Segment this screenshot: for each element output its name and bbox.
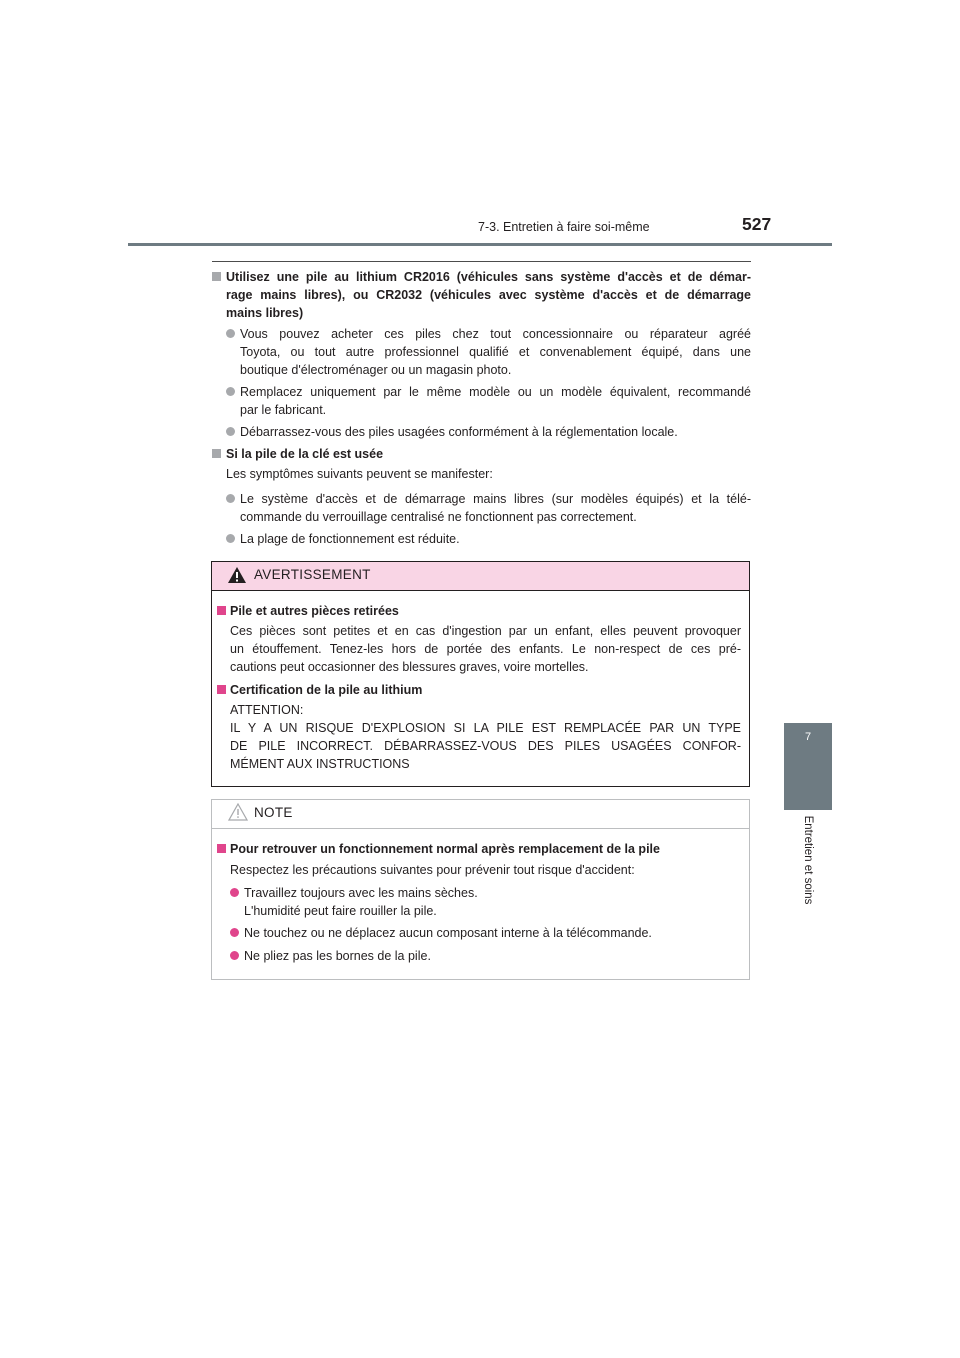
note-header — [212, 800, 749, 829]
note-bullet-3 — [230, 947, 741, 965]
round-bullet-icon — [226, 494, 235, 503]
bullet-text-line: Le système d'accès et de démarrage mains libres (sur modèles équipés) et la télé- — [240, 492, 751, 506]
warning-text-line: DE PILE INCORRECT. DÉBARRASSEZ-VOUS DES PILES USAGÉES CONFOR- — [230, 739, 741, 753]
note-text-line: Ne touchez ou ne déplacez aucun composant interne à la télécommande. — [244, 926, 652, 940]
square-bullet-icon — [217, 844, 226, 853]
bullet-text-line: boutique d'électroménager ou un magasin photo. — [240, 363, 512, 377]
bullet-symptom-1 — [226, 490, 751, 526]
round-bullet-icon — [226, 387, 235, 396]
bullet-replace — [226, 383, 751, 419]
warning-text-line: ATTENTION: — [230, 703, 304, 717]
warning-box — [211, 561, 750, 787]
round-bullet-icon — [226, 427, 235, 436]
bullet-text-line: commande du verrouillage centralisé ne fonctionnent pas correctement. — [240, 510, 637, 524]
caution-triangle-icon — [228, 803, 248, 821]
note-box — [211, 799, 750, 980]
section-title: Si la pile de la clé est usée — [226, 447, 384, 461]
warning-header — [212, 562, 749, 591]
bullet-text-line: Vous pouvez acheter ces piles chez tout concessionnaire ou réparateur agréé — [240, 327, 751, 341]
note-item-title-text: Pour retrouver un fonctionnement normal après remplacement de la pile — [230, 842, 660, 856]
round-bullet-icon — [226, 329, 235, 338]
section-title-line: Utilisez une pile au lithium CR2016 (véhicules sans système d'accès et de démar- — [226, 270, 751, 284]
warning-item-title-text: Pile et autres pièces retirées — [230, 604, 399, 618]
bullet-text-line: par le fabricant. — [240, 403, 327, 417]
warning-text-line: MÉMENT AUX INSTRUCTIONS — [230, 757, 410, 771]
round-bullet-icon — [226, 534, 235, 543]
square-bullet-icon — [217, 685, 226, 694]
round-bullet-icon — [230, 888, 239, 897]
warning-item-body — [230, 701, 741, 773]
chapter-label: Entretien et soins — [802, 815, 814, 905]
chapter-tab — [784, 723, 832, 810]
chapter-number: 7 — [804, 731, 812, 743]
note-bullet-2 — [230, 924, 741, 942]
note-text-line: Ne pliez pas les bornes de la pile. — [244, 949, 431, 963]
content-divider — [212, 261, 751, 262]
warning-text-line: Ces pièces sont petites et en cas d'ingestion par un enfant, elles peuvent provoquer — [230, 624, 741, 638]
page-number: 527 — [742, 214, 772, 234]
bullet-purchase — [226, 325, 751, 379]
section-battery-type — [212, 268, 751, 322]
section-worn-battery — [212, 445, 751, 463]
section-intro: Les symptômes suivants peuvent se manifester: — [226, 467, 493, 481]
warning-item-title — [217, 681, 742, 699]
note-bullet-1 — [230, 884, 741, 920]
note-item-title — [217, 840, 742, 858]
warning-text-line: IL Y A UN RISQUE D'EXPLOSION SI LA PILE EST REMPLACÉE PAR UN TYPE — [230, 721, 741, 735]
bullet-text-line: Toyota, ou tout autre professionnel qualifié et convenablement équipé, dans une — [240, 345, 751, 359]
warning-triangle-icon — [228, 567, 246, 583]
warning-item-body — [230, 622, 741, 676]
warning-item-title — [217, 602, 742, 620]
section-title-line: rage mains libres), ou CR2032 (véhicules avec système d'accès et de démarrage — [226, 288, 751, 302]
section-title-line: mains libres) — [226, 306, 304, 320]
bullet-text-line: Débarrassez-vous des piles usagées conformément à la réglementation locale. — [240, 425, 678, 439]
round-bullet-icon — [230, 951, 239, 960]
square-bullet-icon — [212, 272, 221, 281]
header-divider — [128, 243, 832, 246]
bullet-text-line: La plage de fonctionnement est réduite. — [240, 532, 460, 546]
square-bullet-icon — [212, 449, 221, 458]
note-title: NOTE — [254, 805, 293, 820]
warning-text-line: un étouffement. Tenez-les hors de portée des enfants. Le non-respect de ces pré- — [230, 642, 741, 656]
warning-text-line: cautions peut occasionner des blessures graves, voire mortelles. — [230, 660, 589, 674]
bullet-symptom-2 — [226, 530, 751, 548]
warning-item-title-text: Certification de la pile au lithium — [230, 683, 423, 697]
bullet-dispose — [226, 423, 751, 441]
square-bullet-icon — [217, 606, 226, 615]
section-heading: 7-3. Entretien à faire soi-même — [478, 220, 650, 234]
note-text-line: Travaillez toujours avec les mains sèches. — [244, 886, 478, 900]
warning-title: AVERTISSEMENT — [254, 567, 371, 582]
bullet-text-line: Remplacez uniquement par le même modèle ou un modèle équivalent, recommandé — [240, 385, 751, 399]
note-text-line: L'humidité peut faire rouiller la pile. — [244, 904, 437, 918]
round-bullet-icon — [230, 928, 239, 937]
note-intro: Respectez les précautions suivantes pour prévenir tout risque d'accident: — [230, 863, 635, 877]
